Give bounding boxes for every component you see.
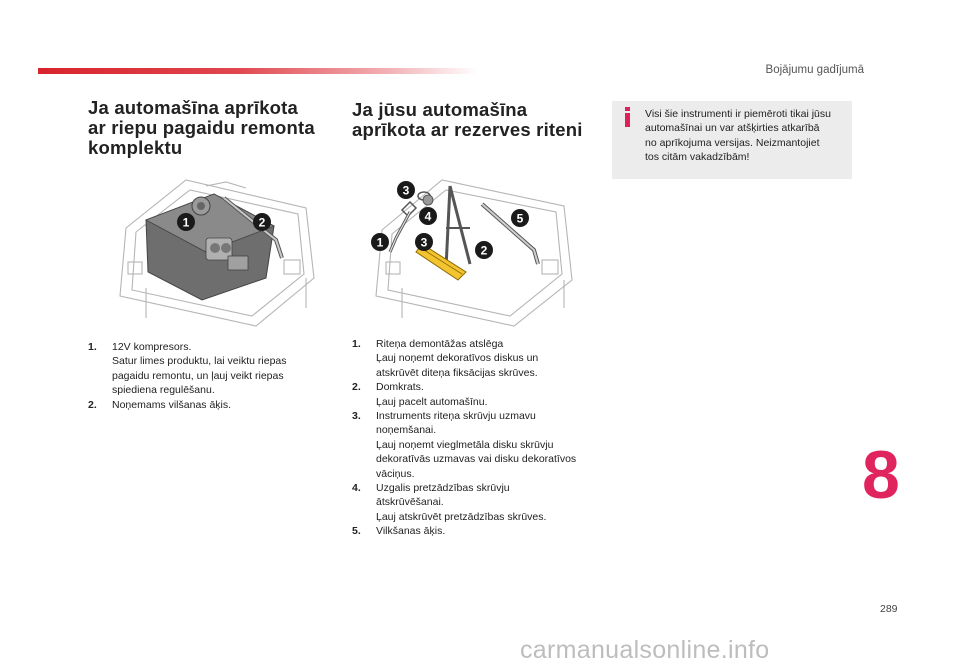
svg-text:3: 3 <box>420 235 428 250</box>
list-item <box>88 398 328 412</box>
callout-5 <box>511 209 529 227</box>
header-accent-bar <box>38 68 478 74</box>
item-line: Ļauj noņemt dekoratīvos diskus un <box>376 352 539 365</box>
item-line: Domkrats. <box>376 381 424 394</box>
item-number: 4. <box>352 482 361 495</box>
list-item <box>352 337 602 380</box>
item-line: spiediena regulēšanu. <box>112 384 215 397</box>
spare-wheel-tools-illustration <box>366 168 580 330</box>
svg-text:3: 3 <box>402 183 410 198</box>
svg-text:2: 2 <box>258 215 266 230</box>
item-number: 1. <box>88 341 97 353</box>
item-line: Vilkšanas āķis. <box>376 525 446 538</box>
svg-text:4: 4 <box>424 209 432 224</box>
item-number: 5. <box>352 525 361 538</box>
info-line: automašīnai un var atšķirties atkarībā <box>645 122 820 135</box>
callout-2 <box>253 213 271 231</box>
middle-heading <box>352 100 583 140</box>
item-line: Noņemams vilšanas āķis. <box>112 398 232 411</box>
svg-text:5: 5 <box>516 211 524 226</box>
middle-heading-line-1: Ja jūsu automašīna <box>352 99 528 120</box>
left-heading-line-3: komplektu <box>88 137 183 158</box>
item-line: atskrūvēt diteņa fiksācijas skrūves. <box>376 366 538 379</box>
item-number: 1. <box>352 338 361 350</box>
info-line: tos citām vakadzībām! <box>645 151 750 164</box>
item-line: Ļauj pacelt automašīnu. <box>376 395 488 408</box>
item-line: Satur limes produktu, lai veiktu riepas <box>112 355 287 368</box>
item-line: ātskrūvēšanai. <box>376 496 444 509</box>
list-item <box>352 409 602 481</box>
left-item-list <box>88 340 328 412</box>
item-number: 2. <box>352 381 361 394</box>
item-line: 12V kompresors. <box>112 341 192 353</box>
callout-1 <box>177 213 195 231</box>
callout-2 <box>475 241 493 259</box>
chapter-number: 8 <box>862 437 900 513</box>
list-item <box>352 524 602 538</box>
item-number: 3. <box>352 410 361 423</box>
svg-text:1: 1 <box>376 235 384 250</box>
item-line: Ļauj noņemt vieglmetāla disku skrūvju <box>376 438 554 451</box>
item-line: dekoratīvās uzmavas vai disku dekoratīvos <box>376 453 577 466</box>
repair-kit-illustration <box>106 168 320 330</box>
svg-text:1: 1 <box>182 215 190 230</box>
middle-item-list <box>352 337 602 539</box>
callout-1 <box>371 233 389 251</box>
item-line: Ļauj atskrūvēt pretzādzības skrūves. <box>376 510 547 523</box>
callout-3 <box>415 233 433 251</box>
info-line: Visi šie instrumenti ir piemēroti tikai jūsu <box>645 108 831 120</box>
item-line: noņemšanai. <box>376 424 437 437</box>
item-line: pagaidu remontu, un ļauj veikt riepas <box>112 369 284 382</box>
middle-heading-line-2: aprīkota ar rezerves riteni <box>352 119 583 140</box>
info-icon <box>621 107 634 127</box>
item-line: vāciņus. <box>376 467 415 480</box>
list-item <box>352 481 602 524</box>
page-number: 289 <box>880 603 898 615</box>
info-line: no aprīkojuma versijas. Neizmantojiet <box>645 136 820 149</box>
watermark: carmanualsonline.info <box>520 636 770 664</box>
info-text <box>645 107 831 165</box>
svg-text:2: 2 <box>480 243 488 258</box>
callout-3 <box>397 181 415 199</box>
item-line: Uzgalis pretzādzības skrūvju <box>376 482 510 495</box>
info-box <box>612 101 852 179</box>
left-heading <box>88 98 315 158</box>
list-item <box>352 380 602 409</box>
callout-4 <box>419 207 437 225</box>
section-title: Bojājumu gadījumā <box>765 64 864 76</box>
left-heading-line-2: ar riepu pagaidu remonta <box>88 117 315 138</box>
item-number: 2. <box>88 398 97 411</box>
item-line: Instruments riteņa skrūvju uzmavu <box>376 410 536 423</box>
left-heading-line-1: Ja automašīna aprīkota <box>88 97 299 118</box>
list-item <box>88 340 328 398</box>
item-line: Riteņa demontāžas atslēga <box>376 338 504 350</box>
